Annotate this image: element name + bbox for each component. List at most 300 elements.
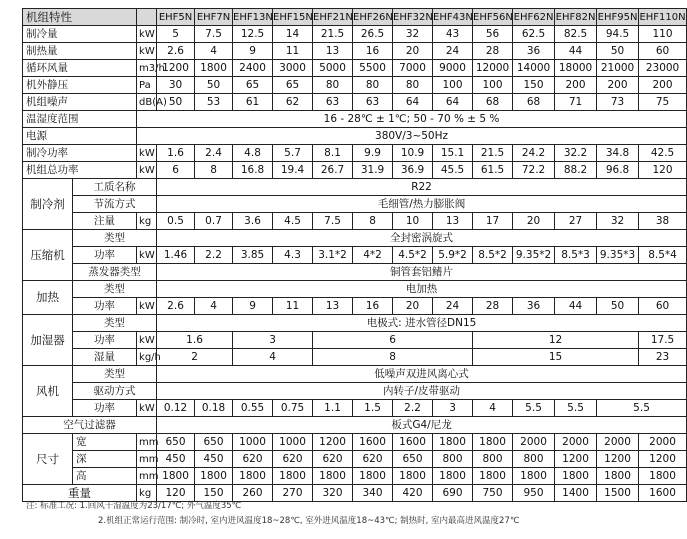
value-cell: 1200 xyxy=(555,451,597,468)
value-cell: 1800 xyxy=(433,468,473,485)
value-cell: 650 xyxy=(195,434,233,451)
value-cell: 1800 xyxy=(433,434,473,451)
charge-label: 注量 xyxy=(73,213,137,230)
value-cell: 620 xyxy=(273,451,313,468)
charge-unit: kg xyxy=(137,213,157,230)
throttle-value: 毛细管/热力膨胀阀 xyxy=(157,196,687,213)
value-cell: 750 xyxy=(473,485,513,502)
value-cell: 1800 xyxy=(555,468,597,485)
value-cell: 4.5 xyxy=(273,213,313,230)
value-cell: 64 xyxy=(433,94,473,111)
compressor-type-value: 全封密涡旋式 xyxy=(157,230,687,247)
value-cell: 1600 xyxy=(353,434,393,451)
value-cell: 4.8 xyxy=(233,145,273,162)
model-header: EHF82N xyxy=(555,9,597,26)
value-cell: 2.6 xyxy=(157,298,195,315)
value-cell: 94.5 xyxy=(597,26,639,43)
value-cell: 200 xyxy=(639,77,687,94)
value-cell: 14 xyxy=(273,26,313,43)
compressor-power-label: 功率 xyxy=(73,247,137,264)
refrigerant-group: 制冷剂 xyxy=(23,179,73,230)
humidifier-amount-unit: kg/h xyxy=(137,349,157,366)
value-cell: 21.5 xyxy=(313,26,353,43)
value-cell: 1000 xyxy=(233,434,273,451)
value-cell: 3.6 xyxy=(233,213,273,230)
value-cell: 2000 xyxy=(555,434,597,451)
value-cell: 13 xyxy=(433,213,473,230)
row-total_power xyxy=(23,162,687,179)
model-header: EHF95N xyxy=(597,9,639,26)
row-humidifier-amount xyxy=(23,349,687,366)
value-cell: 61 xyxy=(233,94,273,111)
value-cell: 21.5 xyxy=(473,145,513,162)
heating-label: 制热量 xyxy=(23,43,137,60)
total_power-label: 机组总功率 xyxy=(23,162,137,179)
value-cell: 270 xyxy=(273,485,313,502)
value-cell: 9 xyxy=(233,298,273,315)
note-line-1: 注: 标准工况: 1.回风干湿温度为23/17℃; 外气温度35℃ xyxy=(26,501,242,511)
value-cell: 64 xyxy=(393,94,433,111)
value-cell: 75 xyxy=(639,94,687,111)
cool_power-label: 制冷功率 xyxy=(23,145,137,162)
humidifier-power-unit: kW xyxy=(137,332,157,349)
value-cell: 24 xyxy=(433,43,473,60)
value-cell: 620 xyxy=(313,451,353,468)
value-cell: 50 xyxy=(157,94,195,111)
value-cell: 50 xyxy=(597,43,639,60)
fan-power-value: 0.18 xyxy=(195,400,233,417)
value-cell: 8.5*4 xyxy=(639,247,687,264)
value-cell: 0.7 xyxy=(195,213,233,230)
value-cell: 1800 xyxy=(273,468,313,485)
value-cell: 8.1 xyxy=(313,145,353,162)
value-cell: 150 xyxy=(513,77,555,94)
heater-power-label: 功率 xyxy=(73,298,137,315)
fan-power-value: 0.55 xyxy=(233,400,273,417)
value-cell: 8 xyxy=(195,162,233,179)
value-cell: 32 xyxy=(597,213,639,230)
model-header: EHF62N xyxy=(513,9,555,26)
humidifier-power-value: 1.6 xyxy=(157,332,233,349)
value-cell: 340 xyxy=(353,485,393,502)
humidifier-type-value: 电极式: 进水管径DN15 xyxy=(157,315,687,332)
heater-type-label: 类型 xyxy=(73,281,157,298)
fan-power-value: 0.12 xyxy=(157,400,195,417)
size-unit: mm xyxy=(137,468,157,485)
value-cell: 13 xyxy=(313,298,353,315)
value-cell: 3000 xyxy=(273,60,313,77)
weight-label: 重量 xyxy=(23,485,137,502)
header-unit-cell xyxy=(137,9,157,26)
value-cell: 2.4 xyxy=(195,145,233,162)
fan-power-value: 2.2 xyxy=(393,400,433,417)
value-cell: 1800 xyxy=(639,468,687,485)
humidifier-amount-value: 23 xyxy=(639,349,687,366)
row-fan-power xyxy=(23,400,687,417)
row-cool_power xyxy=(23,145,687,162)
value-cell: 1800 xyxy=(393,468,433,485)
value-cell: 32.2 xyxy=(555,145,597,162)
value-cell: 73 xyxy=(597,94,639,111)
value-cell: 4 xyxy=(195,43,233,60)
value-cell: 80 xyxy=(393,77,433,94)
value-cell: 800 xyxy=(473,451,513,468)
humidifier-amount-value: 15 xyxy=(473,349,639,366)
refrigerant-name-label: 工质名称 xyxy=(73,179,157,196)
value-cell: 63 xyxy=(353,94,393,111)
row-fan-drive xyxy=(23,383,687,400)
value-cell: 1800 xyxy=(233,468,273,485)
value-cell: 65 xyxy=(273,77,313,94)
value-cell: 1800 xyxy=(597,468,639,485)
weight-unit: kg xyxy=(137,485,157,502)
fan-power-value: 0.75 xyxy=(273,400,313,417)
row-size-width xyxy=(23,434,687,451)
row-refrigerant-throttle xyxy=(23,196,687,213)
fan-power-value: 1.1 xyxy=(313,400,353,417)
airflow-unit: m3/h xyxy=(137,60,157,77)
value-cell: 1200 xyxy=(597,451,639,468)
value-cell: 23000 xyxy=(639,60,687,77)
value-cell: 43 xyxy=(433,26,473,43)
value-cell: 53 xyxy=(195,94,233,111)
heater-type-value: 电加热 xyxy=(157,281,687,298)
value-cell: 1800 xyxy=(513,468,555,485)
row-humidifier-power xyxy=(23,332,687,349)
static-unit: Pa xyxy=(137,77,157,94)
value-cell: 10 xyxy=(393,213,433,230)
value-cell: 650 xyxy=(393,451,433,468)
value-cell: 9.35*3 xyxy=(597,247,639,264)
value-cell: 30 xyxy=(157,77,195,94)
value-cell: 620 xyxy=(233,451,273,468)
note-line-2: 2.机组正常运行范围: 制冷时, 室内进风温度18~28℃, 室外进风温度18~43℃; 制热时, 室内最高进风温度27℃ xyxy=(98,516,520,526)
heater-power-unit: kW xyxy=(137,298,157,315)
value-cell: 2000 xyxy=(513,434,555,451)
value-cell: 100 xyxy=(433,77,473,94)
value-cell: 2.6 xyxy=(157,43,195,60)
value-cell: 1800 xyxy=(313,468,353,485)
value-cell: 13 xyxy=(313,43,353,60)
value-cell: 20 xyxy=(513,213,555,230)
fan-power-label: 功率 xyxy=(73,400,137,417)
value-cell: 9.35*2 xyxy=(513,247,555,264)
fan-type-label: 类型 xyxy=(73,366,157,383)
value-cell: 36 xyxy=(513,43,555,60)
value-cell: 16 xyxy=(353,43,393,60)
airflow-label: 循环风量 xyxy=(23,60,137,77)
notes xyxy=(26,499,519,529)
value-cell: 950 xyxy=(513,485,555,502)
model-header: EHF110N xyxy=(639,9,687,26)
value-cell: 2000 xyxy=(597,434,639,451)
size-unit: mm xyxy=(137,451,157,468)
model-header: EHF56N xyxy=(473,9,513,26)
value-cell: 450 xyxy=(157,451,195,468)
value-cell: 7.5 xyxy=(313,213,353,230)
row-cooling xyxy=(23,26,687,43)
value-cell: 17 xyxy=(473,213,513,230)
value-cell: 1200 xyxy=(157,60,195,77)
value-cell: 10.9 xyxy=(393,145,433,162)
filter-label: 空气过滤器 xyxy=(23,417,157,434)
humidifier-power-value: 3 xyxy=(233,332,313,349)
value-cell: 9.9 xyxy=(353,145,393,162)
power-supply-value: 380V/3~50Hz xyxy=(137,128,687,145)
humidifier-power-value: 12 xyxy=(473,332,639,349)
value-cell: 260 xyxy=(233,485,273,502)
header-label: 机组特性 xyxy=(23,9,137,26)
cooling-label: 制冷量 xyxy=(23,26,137,43)
value-cell: 5500 xyxy=(353,60,393,77)
value-cell: 26.7 xyxy=(313,162,353,179)
value-cell: 68 xyxy=(473,94,513,111)
evaporator-label: 蒸发器类型 xyxy=(73,264,157,281)
value-cell: 12.5 xyxy=(233,26,273,43)
value-cell: 110 xyxy=(639,26,687,43)
value-cell: 26.5 xyxy=(353,26,393,43)
value-cell: 14000 xyxy=(513,60,555,77)
row-heating xyxy=(23,43,687,60)
value-cell: 16 xyxy=(353,298,393,315)
value-cell: 27 xyxy=(555,213,597,230)
row-size-depth xyxy=(23,451,687,468)
spec-table xyxy=(22,8,687,502)
value-cell: 1.6 xyxy=(157,145,195,162)
humidifier-amount-value: 4 xyxy=(233,349,313,366)
value-cell: 80 xyxy=(313,77,353,94)
row-noise xyxy=(23,94,687,111)
value-cell: 24 xyxy=(433,298,473,315)
value-cell: 620 xyxy=(353,451,393,468)
fan-group: 风机 xyxy=(23,366,73,417)
value-cell: 31.9 xyxy=(353,162,393,179)
value-cell: 0.5 xyxy=(157,213,195,230)
fan-power-value: 5.5 xyxy=(555,400,597,417)
value-cell: 420 xyxy=(393,485,433,502)
value-cell: 11 xyxy=(273,43,313,60)
size-group: 尺寸 xyxy=(23,434,73,485)
value-cell: 11 xyxy=(273,298,313,315)
value-cell: 42.5 xyxy=(639,145,687,162)
value-cell: 1800 xyxy=(157,468,195,485)
value-cell: 1.46 xyxy=(157,247,195,264)
value-cell: 61.5 xyxy=(473,162,513,179)
fan-power-unit: kW xyxy=(137,400,157,417)
value-cell: 450 xyxy=(195,451,233,468)
row-fan-type xyxy=(23,366,687,383)
row-evaporator xyxy=(23,264,687,281)
value-cell: 72.2 xyxy=(513,162,555,179)
model-header: EHF5N xyxy=(157,9,195,26)
humidifier-amount-label: 湿量 xyxy=(73,349,137,366)
value-cell: 1200 xyxy=(313,434,353,451)
value-cell: 1800 xyxy=(473,468,513,485)
value-cell: 36.9 xyxy=(393,162,433,179)
row-refrigerant-name xyxy=(23,179,687,196)
fan-drive-label: 驱动方式 xyxy=(73,383,157,400)
model-header: EHF32N xyxy=(393,9,433,26)
model-header: EHF43N xyxy=(433,9,473,26)
value-cell: 60 xyxy=(639,43,687,60)
value-cell: 6 xyxy=(157,162,195,179)
value-cell: 1800 xyxy=(195,468,233,485)
value-cell: 1400 xyxy=(555,485,597,502)
humidifier-power-value: 17.5 xyxy=(639,332,687,349)
value-cell: 62.5 xyxy=(513,26,555,43)
value-cell: 60 xyxy=(639,298,687,315)
value-cell: 150 xyxy=(195,485,233,502)
value-cell: 88.2 xyxy=(555,162,597,179)
fan-type-value: 低噪声双进风离心式 xyxy=(157,366,687,383)
evaporator-value: 铜管套铝鳍片 xyxy=(157,264,687,281)
value-cell: 3.1*2 xyxy=(313,247,353,264)
value-cell: 2000 xyxy=(639,434,687,451)
value-cell: 1000 xyxy=(273,434,313,451)
value-cell: 16.8 xyxy=(233,162,273,179)
value-cell: 18000 xyxy=(555,60,597,77)
fan-power-value: 5.5 xyxy=(597,400,687,417)
static-label: 机外静压 xyxy=(23,77,137,94)
value-cell: 4.5*2 xyxy=(393,247,433,264)
fan-power-value: 3 xyxy=(433,400,473,417)
value-cell: 800 xyxy=(513,451,555,468)
power-supply-label: 电源 xyxy=(23,128,137,145)
value-cell: 1800 xyxy=(473,434,513,451)
row-compressor-power xyxy=(23,247,687,264)
temp-range-value: 16 - 28℃ ± 1℃; 50 - 70 % ± 5 % xyxy=(137,111,687,128)
value-cell: 36 xyxy=(513,298,555,315)
compressor-type-label: 类型 xyxy=(73,230,157,247)
row-airflow xyxy=(23,60,687,77)
value-cell: 8.5*3 xyxy=(555,247,597,264)
size-depth-label: 深 xyxy=(73,451,137,468)
compressor-power-unit: kW xyxy=(137,247,157,264)
value-cell: 650 xyxy=(157,434,195,451)
heater-group: 加热 xyxy=(23,281,73,315)
row-heater-power xyxy=(23,298,687,315)
value-cell: 9000 xyxy=(433,60,473,77)
value-cell: 15.1 xyxy=(433,145,473,162)
value-cell: 2.2 xyxy=(195,247,233,264)
row-refrigerant-charge xyxy=(23,213,687,230)
value-cell: 5.7 xyxy=(273,145,313,162)
fan-power-value: 1.5 xyxy=(353,400,393,417)
humidifier-type-label: 类型 xyxy=(73,315,157,332)
value-cell: 7.5 xyxy=(195,26,233,43)
value-cell: 62 xyxy=(273,94,313,111)
temp-range-label: 温湿度范围 xyxy=(23,111,137,128)
model-header: EHF26N xyxy=(353,9,393,26)
row-temp-range xyxy=(23,111,687,128)
value-cell: 44 xyxy=(555,43,597,60)
header-row xyxy=(23,9,687,26)
row-compressor-type xyxy=(23,230,687,247)
value-cell: 1600 xyxy=(393,434,433,451)
value-cell: 45.5 xyxy=(433,162,473,179)
size-width-label: 宽 xyxy=(73,434,137,451)
humidifier-group: 加湿器 xyxy=(23,315,73,366)
value-cell: 68 xyxy=(513,94,555,111)
value-cell: 28 xyxy=(473,298,513,315)
value-cell: 7000 xyxy=(393,60,433,77)
value-cell: 120 xyxy=(639,162,687,179)
value-cell: 1200 xyxy=(639,451,687,468)
fan-power-value: 5.5 xyxy=(513,400,555,417)
value-cell: 690 xyxy=(433,485,473,502)
humidifier-amount-value: 2 xyxy=(157,349,233,366)
model-header: EHF21N xyxy=(313,9,353,26)
value-cell: 56 xyxy=(473,26,513,43)
row-filter xyxy=(23,417,687,434)
value-cell: 44 xyxy=(555,298,597,315)
value-cell: 320 xyxy=(313,485,353,502)
heating-unit: kW xyxy=(137,43,157,60)
row-size-height xyxy=(23,468,687,485)
model-header: EHF13N xyxy=(233,9,273,26)
value-cell: 96.8 xyxy=(597,162,639,179)
fan-power-value: 4 xyxy=(473,400,513,417)
value-cell: 4*2 xyxy=(353,247,393,264)
value-cell: 4 xyxy=(195,298,233,315)
value-cell: 38 xyxy=(639,213,687,230)
value-cell: 5000 xyxy=(313,60,353,77)
value-cell: 1600 xyxy=(639,485,687,502)
value-cell: 12000 xyxy=(473,60,513,77)
model-header: EHF7N xyxy=(195,9,233,26)
compressor-group: 压缩机 xyxy=(23,230,73,281)
value-cell: 71 xyxy=(555,94,597,111)
value-cell: 3.85 xyxy=(233,247,273,264)
humidifier-power-label: 功率 xyxy=(73,332,137,349)
row-static xyxy=(23,77,687,94)
value-cell: 200 xyxy=(555,77,597,94)
value-cell: 4.3 xyxy=(273,247,313,264)
value-cell: 5 xyxy=(157,26,195,43)
total_power-unit: kW xyxy=(137,162,157,179)
value-cell: 21000 xyxy=(597,60,639,77)
value-cell: 82.5 xyxy=(555,26,597,43)
size-unit: mm xyxy=(137,434,157,451)
value-cell: 19.4 xyxy=(273,162,313,179)
value-cell: 65 xyxy=(233,77,273,94)
value-cell: 800 xyxy=(433,451,473,468)
noise-unit: dB(A) xyxy=(137,94,157,111)
cool_power-unit: kW xyxy=(137,145,157,162)
cooling-unit: kW xyxy=(137,26,157,43)
value-cell: 5.9*2 xyxy=(433,247,473,264)
value-cell: 1500 xyxy=(597,485,639,502)
value-cell: 9 xyxy=(233,43,273,60)
value-cell: 120 xyxy=(157,485,195,502)
value-cell: 28 xyxy=(473,43,513,60)
value-cell: 63 xyxy=(313,94,353,111)
row-power-supply xyxy=(23,128,687,145)
value-cell: 34.8 xyxy=(597,145,639,162)
humidifier-power-value: 6 xyxy=(313,332,473,349)
value-cell: 200 xyxy=(597,77,639,94)
filter-value: 板式G4/尼龙 xyxy=(157,417,687,434)
value-cell: 24.2 xyxy=(513,145,555,162)
value-cell: 80 xyxy=(353,77,393,94)
row-humidifier-type xyxy=(23,315,687,332)
value-cell: 100 xyxy=(473,77,513,94)
humidifier-amount-value: 8 xyxy=(313,349,473,366)
value-cell: 50 xyxy=(597,298,639,315)
throttle-label: 节流方式 xyxy=(73,196,157,213)
value-cell: 20 xyxy=(393,298,433,315)
value-cell: 8 xyxy=(353,213,393,230)
